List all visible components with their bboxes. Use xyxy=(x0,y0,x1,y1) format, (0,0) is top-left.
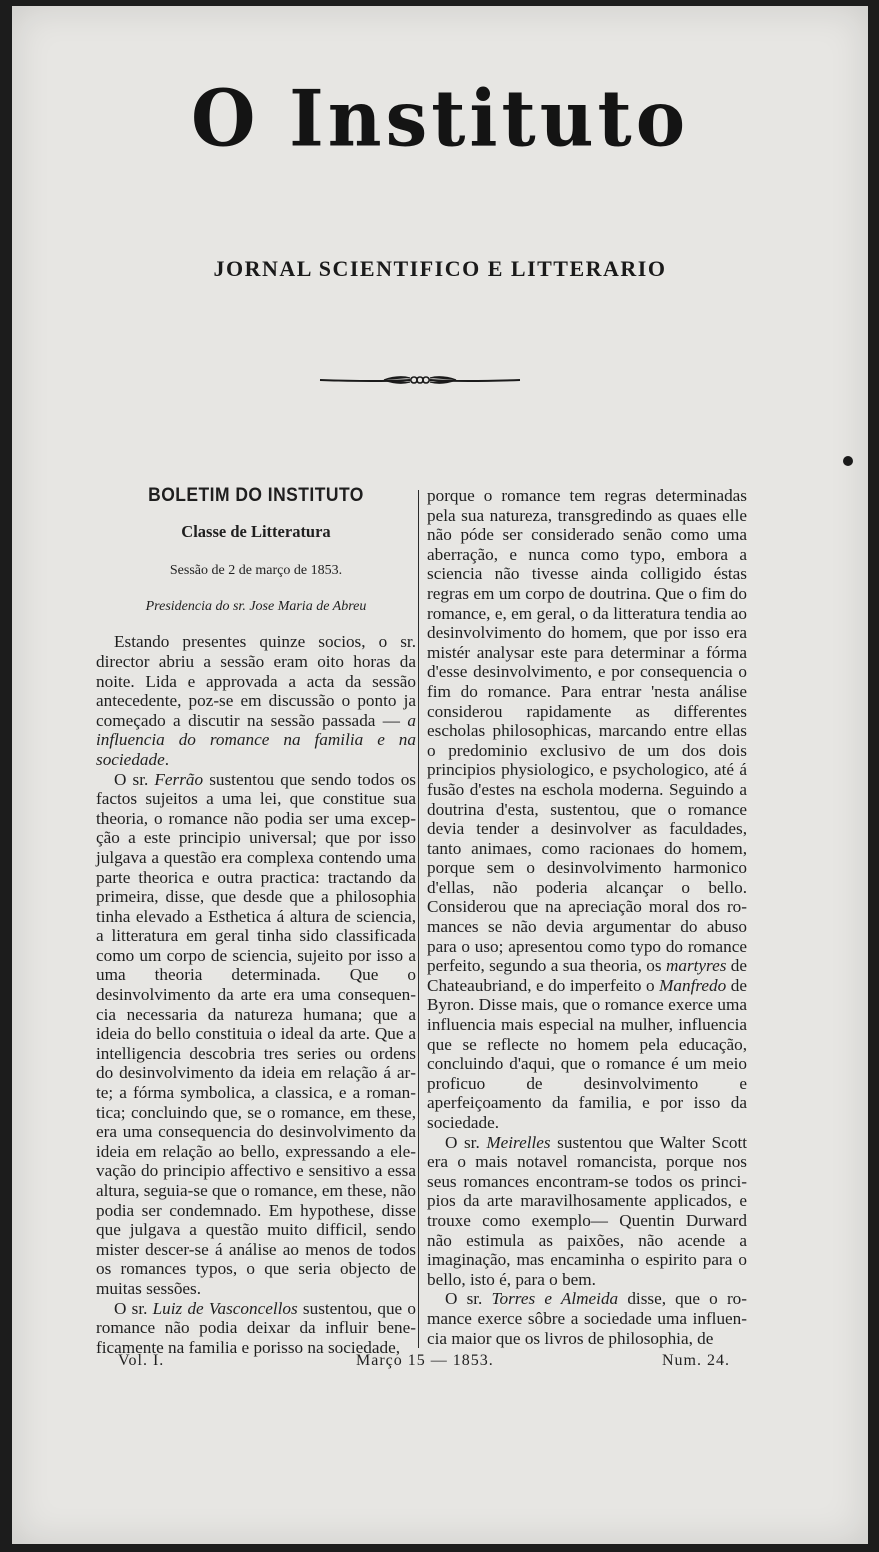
paragraph: O sr. Luiz de Vasconcellos sustentou, que o romance não podia deixar da influir beneficamente na familia e porisso na sociedade, xyxy=(96,1298,416,1357)
section-class: Classe de Litteratura xyxy=(181,521,331,541)
footer-volume: Vol. I. xyxy=(118,1352,165,1369)
footer-number: Num. 24. xyxy=(662,1352,730,1369)
session-date: Sessão de 2 de março de 1853. xyxy=(169,563,343,579)
paragraph: O sr. Ferrão sustentou que sendo todos os factos sujeitos a uma lei, que constitue sua theoria, o romance não podia ser uma excepção a este principio universal; que por isso julgava a questão era complexa contendo uma parte theorica e outra practica: tractando da primeira, disse, que desde que a philosophia tinha elevado a Esthetica á altura de sciencia, a litteratura em geral tinha sido classificada como um corpo de sciencia, sujeito por isso a uma theoria determinada. Que o desinvolvimento da arte era uma consequencia necessaria da natureza humana; que a ideia do bello constituia o ideal da arte. Que a intelligencia descobria tres series ou ordens do desinvolvimento da ideia em relação á arte; a fórma symbolica, a classica, e a romantica; concluindo que, se o romance, em these, era uma consequencia do desinvolvimento da ideia em relação ao bello, expressando a elevação do principio affectivo e sensitivo a essa altura, seguia-se que o romance, em these, não podia ser condemnado. Em hypothese, disse que julgava a questão muito difficil, sendo mister descer-se á análise ao menos de todos os romances typos, o que seria objecto de muitas sessões. xyxy=(96,769,416,1298)
footer-date: Março 15 — 1853. xyxy=(356,1352,494,1369)
paragraph: porque o romance tem regras determinadas pela sua natureza, transgredindo as quaes elle não póde ser considerado senão como uma aberração, e nunca como typo, embora a sciencia não tivesse ainda colligido éstas regras em um corpo de doutrina. Que o fim do romance, e, em geral, o da litteratura tendia ao desinvolvimento do homem, que por isso era mistér analysar este para determinar a fórma d'esse desinvolvimento, e por consequencia o fim do romance. Para entrar 'nesta análise considerou rapidamente as differentes escholas philosophicas, marcando entre ellas o predominio exclusivo de um dos dois principios physiologico, e psychologico, até á fusão d'estes na eschola moderna. Seguindo a doutrina d'esta, sustentou, que o romance devia tender a desinvolver as faculdades, tanto animaes, como racionaes do homem, porque sem o desinvolvimento harmonico d'ellas, não poderia alcançar o bello. Considerou que na apreciação moral dos romances se não devia argumentar do abuso para o uso; apresentou como typo do romance perfeito, segundo a sua theoria, os martyres de Chateaubriand, e do imperfeito o Manfredo de Byron. Disse mais, que o romance exerce uma influencia mais especial na mulher, influencia que se reflecte no homem pela educação, concluindo d'aqui, que o romance é um meio proficuo de desinvolvimento e aperfeiçoamento da familia, e por isso da sociedade. xyxy=(427,486,747,1132)
newspaper-page xyxy=(12,6,868,1544)
section-title: BOLETIM DO INSTITUTO xyxy=(148,485,364,506)
session-presidency: Presidencia do sr. Jose Maria de Abreu xyxy=(145,598,367,614)
masthead-subtitle: JORNAL SCIENTIFICO E LITTERARIO xyxy=(213,256,667,281)
left-column xyxy=(96,484,416,1357)
page-footer xyxy=(118,1352,730,1374)
masthead-title: O Instituto xyxy=(190,73,690,165)
ornament-divider xyxy=(318,372,522,388)
column-rule xyxy=(418,490,419,1348)
right-column xyxy=(427,486,747,1348)
binding-hole xyxy=(843,456,853,466)
paragraph: O sr. Meirelles sustentou que Walter Scott era o mais notavel romancista, porque nos seus romances encontram-se todos os principios da arte maravilhosamente applicados, e trouxe como exemplo— Quentin Durward não estimula as paixões, não acende a imaginação, mas encaminha o espirito para o bello, isto é, para o bem. xyxy=(427,1132,747,1289)
paragraph: Estando presentes quinze socios, o sr. director abriu a sessão eram oito horas da noite. Lida e approvada a acta da sessão antecedente, poz-se em discussão o ponto ja começado a discutir na sessão passada — a influencia do romance na familia e na sociedade. xyxy=(96,632,416,769)
paragraph: O sr. Torres e Almeida disse, que o romance exerce sôbre a sociedade uma influencia maior que os livros de philosophia, de xyxy=(427,1289,747,1348)
